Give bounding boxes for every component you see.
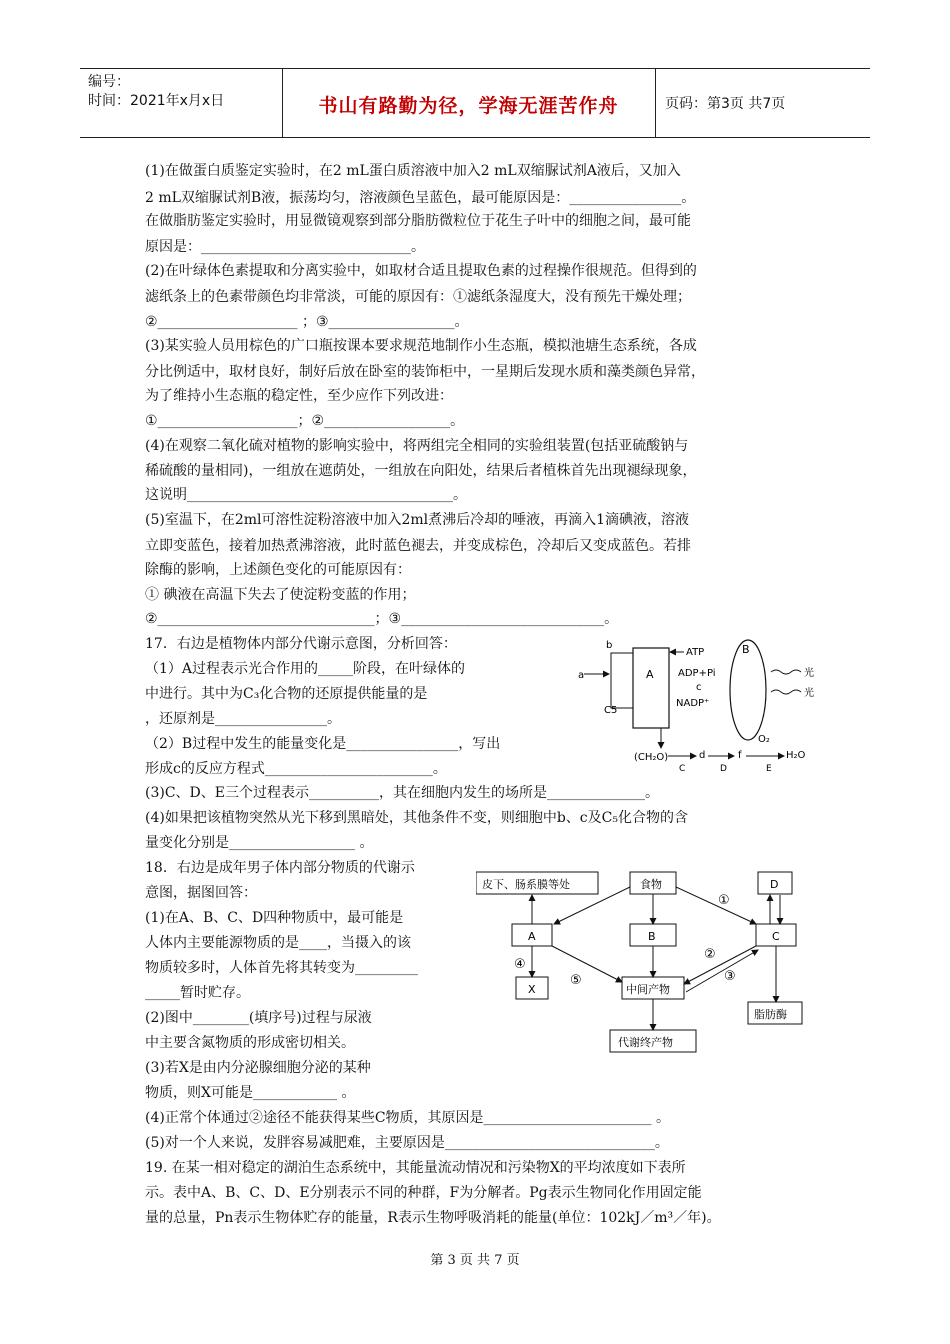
header-page-label: 页码：第3页 共7页 [665, 96, 786, 112]
text-line: 量变化分别是__________________ 。 [145, 835, 374, 851]
label-adp: ADP+Pi [678, 668, 716, 679]
box-food-label: 食物 [640, 878, 662, 891]
light-wave [771, 670, 801, 674]
text-line: 原因是：______________________________。 [145, 239, 425, 255]
text-line: 立即变蓝色，接着加热煮沸溶液，此时蓝色褪去，并变成棕色，冷却后又变成蓝色。若排 [145, 538, 691, 554]
label-d: d [699, 750, 706, 761]
text-line: (3)某实验人员用棕色的广口瓶按课本要求规范地制作小生态瓶，模拟池塘生态系统，各成 [145, 338, 697, 354]
page-header [80, 68, 870, 138]
label-b-small: b [606, 640, 613, 651]
label-f: f [738, 750, 742, 761]
text-line: ，还原剂是________________。 [145, 711, 341, 727]
box-a [633, 648, 669, 728]
label-b-big: B [742, 643, 750, 656]
text-line: 为了维持小生态瓶的稳定性，至少应作下列改进： [145, 388, 453, 404]
box-mid-label: 中间产物 [626, 983, 670, 996]
metabolism-diagram-17 [576, 628, 826, 778]
text-line: 分比例适中，取材良好，制好后放在卧室的装饰柜中，一星期后发现水质和藻类颜色异常， [145, 364, 705, 380]
arrow [552, 946, 622, 982]
box-b-label: B [648, 930, 656, 943]
text-line: 这说明______________________________________。 [145, 487, 467, 503]
text-line: 物质，则X可能是____________ 。 [145, 1085, 356, 1101]
process-number: ① [718, 893, 730, 908]
text-line: (5)对一个人来说，发胖容易减肥难，主要原因是______________________________。 [145, 1135, 669, 1151]
text-line: 人体内主要能源物质的是____，当摄入的该 [145, 935, 411, 951]
text-line: 量的总量，Pn表示生物体贮存的能量，R表示生物呼吸消耗的能量(单位：102kJ／m³／年)。 [145, 1210, 721, 1226]
text-line: (3)若X是由内分泌腺细胞分泌的某种 [145, 1060, 371, 1076]
arrow [676, 887, 756, 924]
text-line: 滤纸条上的色素带颜色均非常淡，可能的原因有：①滤纸条湿度大，没有预先干燥处理； [145, 289, 691, 305]
arrow [686, 950, 758, 992]
text-line: 稀硫酸的量相同)，一组放在遮荫处，一组放在向阳处，结果后者植株首先出现褪绿现象， [145, 463, 697, 479]
process-number: ③ [724, 969, 736, 984]
label-ch2o: (CH₂O) [634, 752, 669, 763]
text-line: (4)正常个体通过②途径不能获得某些C物质，其原因是________________________ 。 [145, 1110, 670, 1126]
label-h2o: H₂O [786, 750, 806, 761]
box-fat-label: 脂肪酶 [754, 1008, 787, 1021]
header-meta [88, 73, 284, 111]
light-wave [771, 690, 801, 694]
header-divider [655, 69, 656, 137]
text-line: （2）B过程中发生的能量变化是________________，写出 [145, 736, 501, 752]
text-line: (2)图中________(填序号)过程与尿液 [145, 1010, 372, 1026]
process-number: ④ [514, 957, 526, 972]
text-line: 2 mL双缩脲试剂B液，振荡均匀，溶液颜色呈蓝色，最可能原因是：________________。 [145, 190, 696, 206]
label-o2: O₂ [758, 734, 770, 745]
label-process-c: C [679, 764, 686, 774]
arrow [684, 946, 756, 984]
text-line: 物质较多时，人体首先将其转变为_________ [145, 960, 418, 976]
text-line: 意图，据图回答： [145, 885, 257, 901]
label-process-e: E [766, 764, 772, 774]
label-process-d: D [720, 764, 727, 774]
label-nadp: NADP⁺ [676, 698, 710, 709]
page-footer: 第 3 页 共 7 页 [430, 1253, 520, 1268]
text-line: 中进行。其中为C₃化合物的还原提供能量的是 [145, 686, 428, 702]
cycle-line [611, 653, 633, 708]
metabolism-diagram-18 [476, 862, 806, 1057]
text-line: 17．右边是植物体内部分代谢示意图，分析回答： [145, 636, 457, 652]
process-number: ② [704, 947, 716, 962]
text-line: ②____________________ ；③__________________。 [145, 314, 469, 330]
text-line: (4)在观察二氧化硫对植物的影响实验中，将两组完全相同的实验组装置(包括亚硫酸钠与 [145, 438, 689, 454]
text-line: (2)在叶绿体色素提取和分离实验中，如取材合适且提取色素的过程操作很规范。但得到的 [145, 263, 697, 279]
text-line: （1）A过程表示光合作用的_____阶段，在叶绿体的 [145, 661, 466, 677]
text-line: ②_______________________________；③_____________________________。 [145, 611, 619, 627]
box-end-label: 代谢终产物 [618, 1036, 673, 1049]
text-line: ①____________________；②__________________。 [145, 413, 465, 429]
label-light-1: 光 [804, 668, 814, 679]
text-line: 19. 在某一相对稳定的湖泊生态系统中，其能量流动情况和污染物X的平均浓度如下表所 [145, 1160, 686, 1176]
label-a-small: a [578, 670, 585, 681]
label-c5: C5 [604, 705, 618, 716]
text-line: (1)在A、B、C、D四种物质中，最可能是 [145, 910, 404, 926]
box-a-label: A [528, 930, 536, 943]
label-c: c [696, 682, 702, 693]
box-c-label: C [772, 930, 780, 943]
text-line: 示。表中A、B、C、D、E分别表示不同的种群，F为分解者。Pg表示生物同化作用固定能 [145, 1185, 702, 1201]
text-line: 除酶的影响，上述颜色变化的可能原因有： [145, 562, 411, 578]
text-line: _____暂时贮存。 [145, 985, 250, 1001]
text-line: ① 碘液在高温下失去了使淀粉变蓝的作用； [145, 587, 416, 603]
label-light-2: 光 [804, 688, 814, 699]
label-a: A [646, 668, 654, 681]
box-x-label: X [528, 983, 536, 996]
text-line: 在做脂肪鉴定实验时，用显微镜观察到部分脂肪微粒位于花生子叶中的细胞之间，最可能 [145, 213, 691, 229]
process-number: ⑤ [570, 973, 582, 988]
text-line: 中主要含氮物质的形成密切相关。 [145, 1035, 355, 1051]
header-motto: 书山有路勤为径，学海无涯苦作舟 [318, 95, 619, 117]
box-tissue-label: 皮下、肠系膜等处 [482, 878, 570, 891]
text-line: (1)在做蛋白质鉴定实验时，在2 mL蛋白质溶液中加入2 mL双缩脲试剂A液后，又加入 [145, 163, 681, 179]
text-line: 18．右边是成年男子体内部分物质的代谢示 [145, 860, 415, 876]
time-label: 时间：2021年x月x日 [88, 93, 225, 109]
text-line: (4)如果把该植物突然从光下移到黑暗处，其他条件不变，则细胞中b、c及C₅化合物的含 [145, 810, 688, 826]
text-line: 形成c的反应方程式________________________。 [145, 761, 447, 777]
text-line: (3)C、D、E三个过程表示__________，其在细胞内发生的场所是______________。 [145, 785, 659, 801]
text-line: (5)室温下，在2ml可溶性淀粉溶液中加入2ml煮沸后冷却的唾液，再滴入1滴碘液，溶液 [145, 512, 690, 528]
box-d-label: D [770, 878, 779, 891]
label-atp: ATP [686, 647, 705, 658]
number-label: 编号： [88, 74, 130, 90]
